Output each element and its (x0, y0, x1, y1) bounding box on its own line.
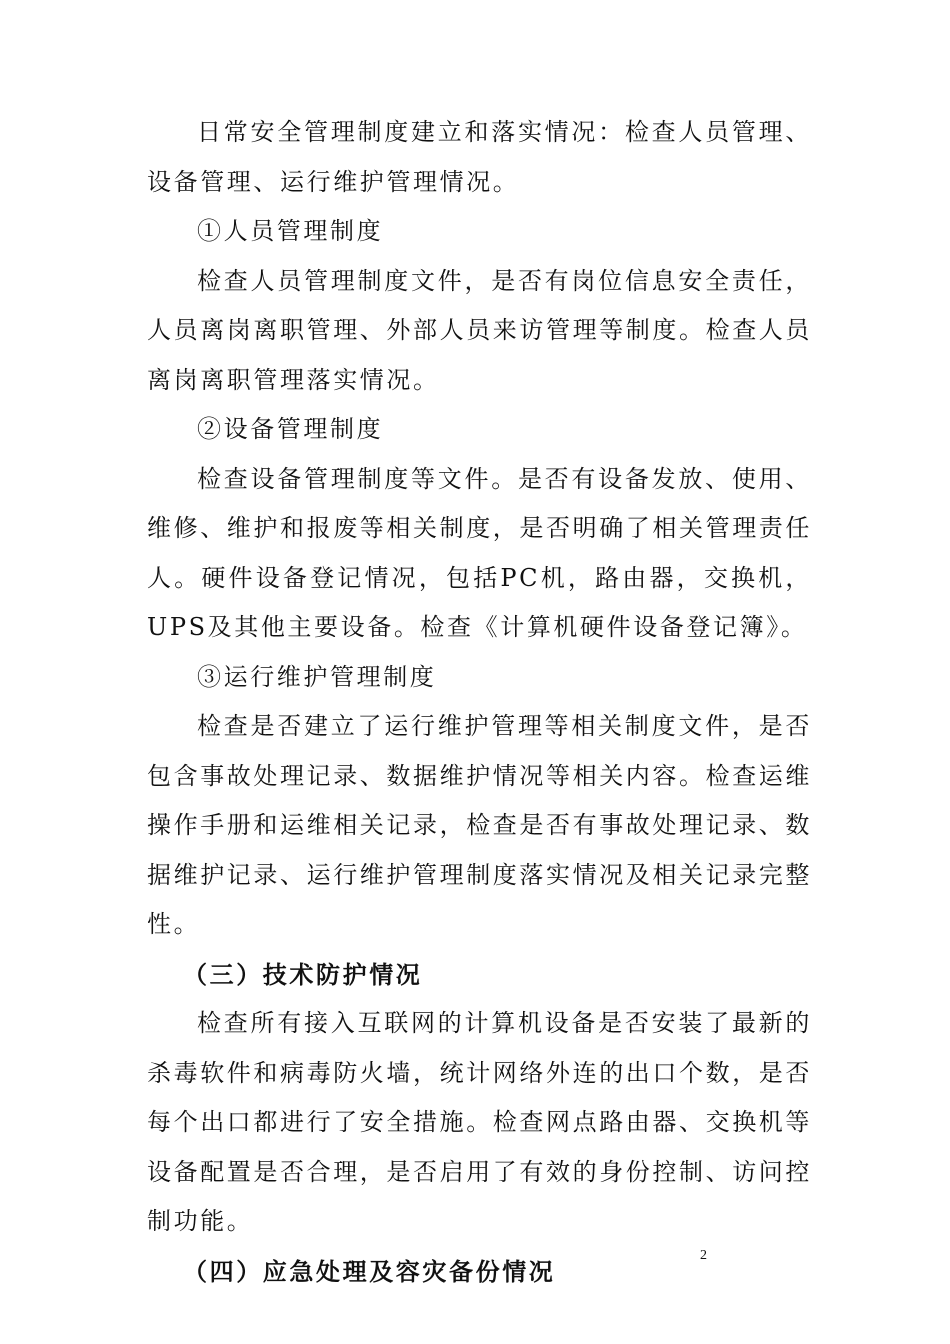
paragraph-equipment-management: 检查设备管理制度等文件。是否有设备发放、使用、维修、维护和报废等相关制度，是否明确了相关管理责任人。硬件设备登记情况，包括PC机，路由器，交换机，UPS及其他主要设备。检查《计算机硬件设备登记簿》。 (147, 464, 812, 641)
paragraph-technical-protection: 检查所有接入互联网的计算机设备是否安装了最新的杀毒软件和病毒防火墙，统计网络外连的出口个数，是否每个出口都进行了安全措施。检查网点路由器、交换机等设备配置是否合理，是否启用了有效的身份控制、访问控制功能。 (147, 1009, 812, 1235)
subheading-operations-maintenance: ③运行维护管理制度 (197, 662, 437, 691)
page-number: 2 (700, 1248, 707, 1263)
paragraph-operations-maintenance: 检查是否建立了运行维护管理等相关制度文件，是否包含事故处理记录、数据维护情况等相关内容。检查运维操作手册和运维相关记录，检查是否有事故处理记录、数据维护记录、运行维护管理制度落实情况及相关记录完整性。 (147, 712, 812, 938)
section-heading-technical-protection: （三）技术防护情况 (183, 959, 423, 989)
document-body (147, 108, 812, 1296)
section-heading-emergency-backup: （四）应急处理及容灾备份情况 (183, 1256, 556, 1286)
subheading-equipment-management: ②设备管理制度 (197, 415, 384, 443)
subheading-personnel-management: ①人员管理制度 (197, 217, 384, 245)
paragraph-personnel-management: 检查人员管理制度文件，是否有岗位信息安全责任，人员离岗离职管理、外部人员来访管理等制度。检查人员离岗离职管理落实情况。 (147, 266, 812, 394)
paragraph-daily-security-management: 日常安全管理制度建立和落实情况：检查人员管理、设备管理、运行维护管理情况。 (147, 118, 812, 196)
